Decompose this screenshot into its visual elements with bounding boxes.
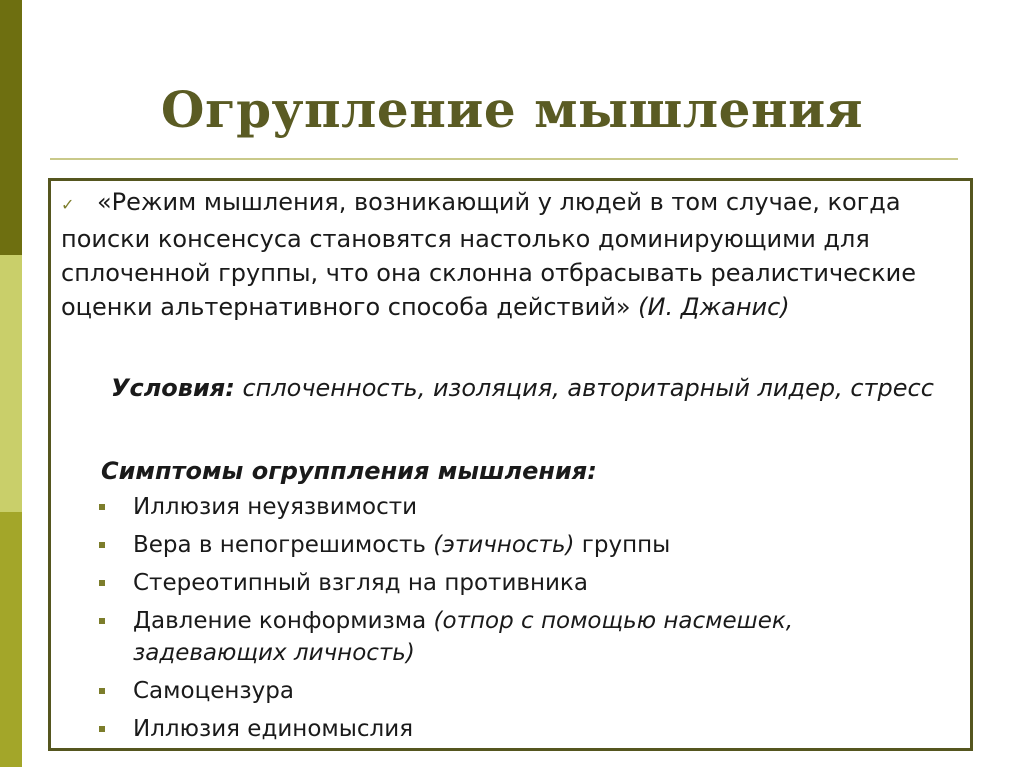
quote-text: «Режим мышления, возникающий у людей в том случае, когда поиски консенсуса становятся настолько доминирующими для сплоченной группы, что она склонна отбрасывать реалистические оценки альтернативного способа действий» — [61, 188, 916, 321]
symptom-text: Вера в непогрешимость — [133, 532, 426, 558]
symptom-item — [95, 529, 945, 561]
symptom-text: Стереотипный взгляд на противника — [133, 570, 588, 596]
symptom-item — [95, 605, 945, 669]
square-bullet-icon — [99, 618, 105, 624]
conditions-label: Условия: — [111, 374, 235, 402]
symptom-item — [95, 713, 945, 745]
slide-title: Огрупление мышления — [160, 80, 864, 139]
definition-quote — [61, 185, 951, 324]
symptom-text: Самоцензура — [133, 678, 294, 704]
square-bullet-icon — [99, 688, 105, 694]
side-stripe-top — [0, 0, 22, 255]
symptom-note: (отпор с помощью насмешек, задевающих личность) — [133, 608, 794, 666]
conditions-text: сплоченность, изоляция, авторитарный лидер, стресс — [242, 374, 934, 402]
symptom-item — [95, 567, 945, 599]
symptom-note: (этичность) — [433, 532, 575, 558]
title-divider — [50, 158, 958, 160]
side-stripe-middle — [0, 255, 22, 512]
square-bullet-icon — [99, 726, 105, 732]
symptom-item — [95, 491, 945, 523]
symptom-text: Иллюзия неуязвимости — [133, 494, 418, 520]
check-icon: ✓ — [61, 195, 75, 214]
square-bullet-icon — [99, 580, 105, 586]
symptom-text: Давление конформизма — [133, 608, 427, 634]
symptom-text-after: группы — [581, 532, 671, 558]
symptoms-heading: Симптомы огруппления мышления: — [101, 457, 597, 485]
quote-author: (И. Джанис) — [638, 293, 790, 321]
content-box — [48, 178, 973, 751]
square-bullet-icon — [99, 542, 105, 548]
symptom-item — [95, 675, 945, 707]
square-bullet-icon — [99, 504, 105, 510]
symptom-text: Иллюзия единомыслия — [133, 716, 414, 742]
symptoms-list — [95, 491, 945, 751]
conditions-paragraph — [61, 371, 951, 405]
side-stripe-bottom — [0, 512, 22, 767]
